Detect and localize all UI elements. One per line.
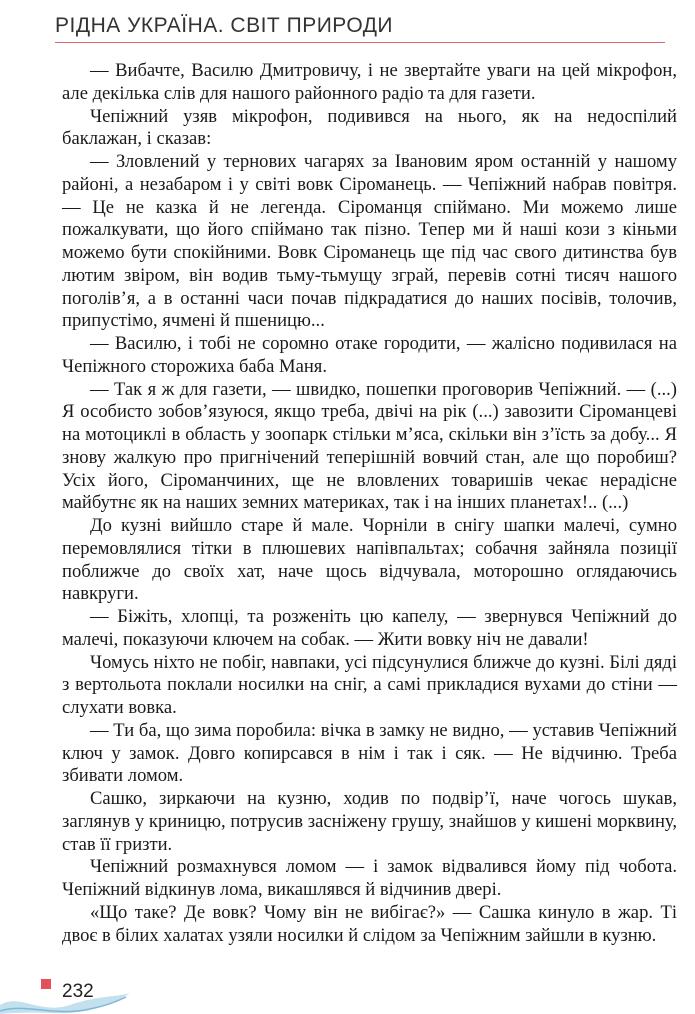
red-square-icon	[41, 979, 51, 989]
paragraph: — Вибачте, Василю Дмитровичу, і не звертайте уваги на цей мікрофон, але декілька слів для нашого районного радіо та для газети.	[62, 60, 677, 104]
paragraph: До кузні вийшло старе й мале. Чорніли в снігу шапки малечі, сумно перемовлялися тітки в плюшевих напівпальтах; собачня зайняла позиції поближче до своїх хат, наче щось відчувала, моторошно оглядаючись навкруги.	[62, 515, 677, 605]
story-text	[62, 60, 677, 947]
paragraph: «Що таке? Де вовк? Чому він не вибігає?» — Сашка кинуло в жар. Ті двоє в білих халатах узяли носилки й слідом за Чепіжним зайшли в кузню.	[62, 901, 677, 946]
paragraph: Чепіжний розмахнувся ломом — і замок відвалився йому під чобота. Чепіжний відкинув лома, викашлявся й відчинив двері.	[62, 856, 677, 900]
page-number: 232	[62, 981, 94, 1002]
paragraph: Сашко, зиркаючи на кузню, ходив по подвір’ї, наче чогось шукав, заглянув у криницю, потрусив засніжену грушу, знайшов у кишені морквину, став її гризти.	[62, 788, 677, 855]
page-footer	[0, 975, 160, 1014]
page-header	[55, 12, 665, 43]
paragraph: Чомусь ніхто не побіг, навпаки, усі підсунулися ближче до кузні. Білі дяді з вертольота поклали носилки на сніг, а самі прикладися вухами до стіни — слухати вовка.	[62, 651, 677, 718]
paragraph: — Так я ж для газети, — швидко, пошепки проговорив Чепіжний. — (...) Я особисто зобов’язуюся, якщо треба, двічі на рік (...) завозити Сіроманцеві на мотоциклі в область у зоопарк стільки м’яса, скільки він з’їсть за добу... Я знову жалкую про пригнічений теперішній вовчий стан, але що поробиш? Усіх його, Сіроманчиних, ще не вловлених товаришів чекає нерадісне майбутнє як на наших земних материках, так і на інших планетах!.. (...)	[62, 378, 677, 514]
paragraph: — Ти ба, що зима поробила: вічка в замку не видно, — уставив Чепіжний ключ у замок. Довго копирсався в нім і так і сяк. — Не відчиню. Треба збивати ломом.	[62, 719, 677, 787]
paragraph: Чепіжний узяв мікрофон, подивився на нього, як на недоспілий баклажан, і сказав:	[62, 105, 677, 150]
paragraph: — Зловлений у тернових чагарях за Івановим яром останній у нашому районі, а незабаром і у світі вовк Сіроманець. — Чепіжний набрав повітря. — Це не казка й не легенда. Сіроманця спіймано. Ми можемо лише пожалкувати, що його спіймано так пізно. Тепер ми й наші кози з кіньми можемо бути спокійними. Вовк Сіроманець ще під час свого дитинства був лютим звіром, він водив тьму-тьмущу зграй, перевів сотні тисяч нашого поголів’я, а в останні часи почав підкрадатися до наших посівів, толочив, припустімо, ячмені й пшеницю...	[62, 151, 677, 332]
paragraph: — Василю, і тобі не соромно отаке городити, — жалісно подивилася на Чепіжного сторожиха баба Маня.	[62, 333, 677, 377]
paragraph: — Біжіть, хлопці, та розженіть цю капелу, — звернувся Чепіжний до малечі, показуючи ключем на собак. — Жити вовку ніч не давали!	[62, 606, 677, 650]
section-title: РІДНА УКРАЇНА. СВІТ ПРИРОДИ	[55, 14, 394, 37]
